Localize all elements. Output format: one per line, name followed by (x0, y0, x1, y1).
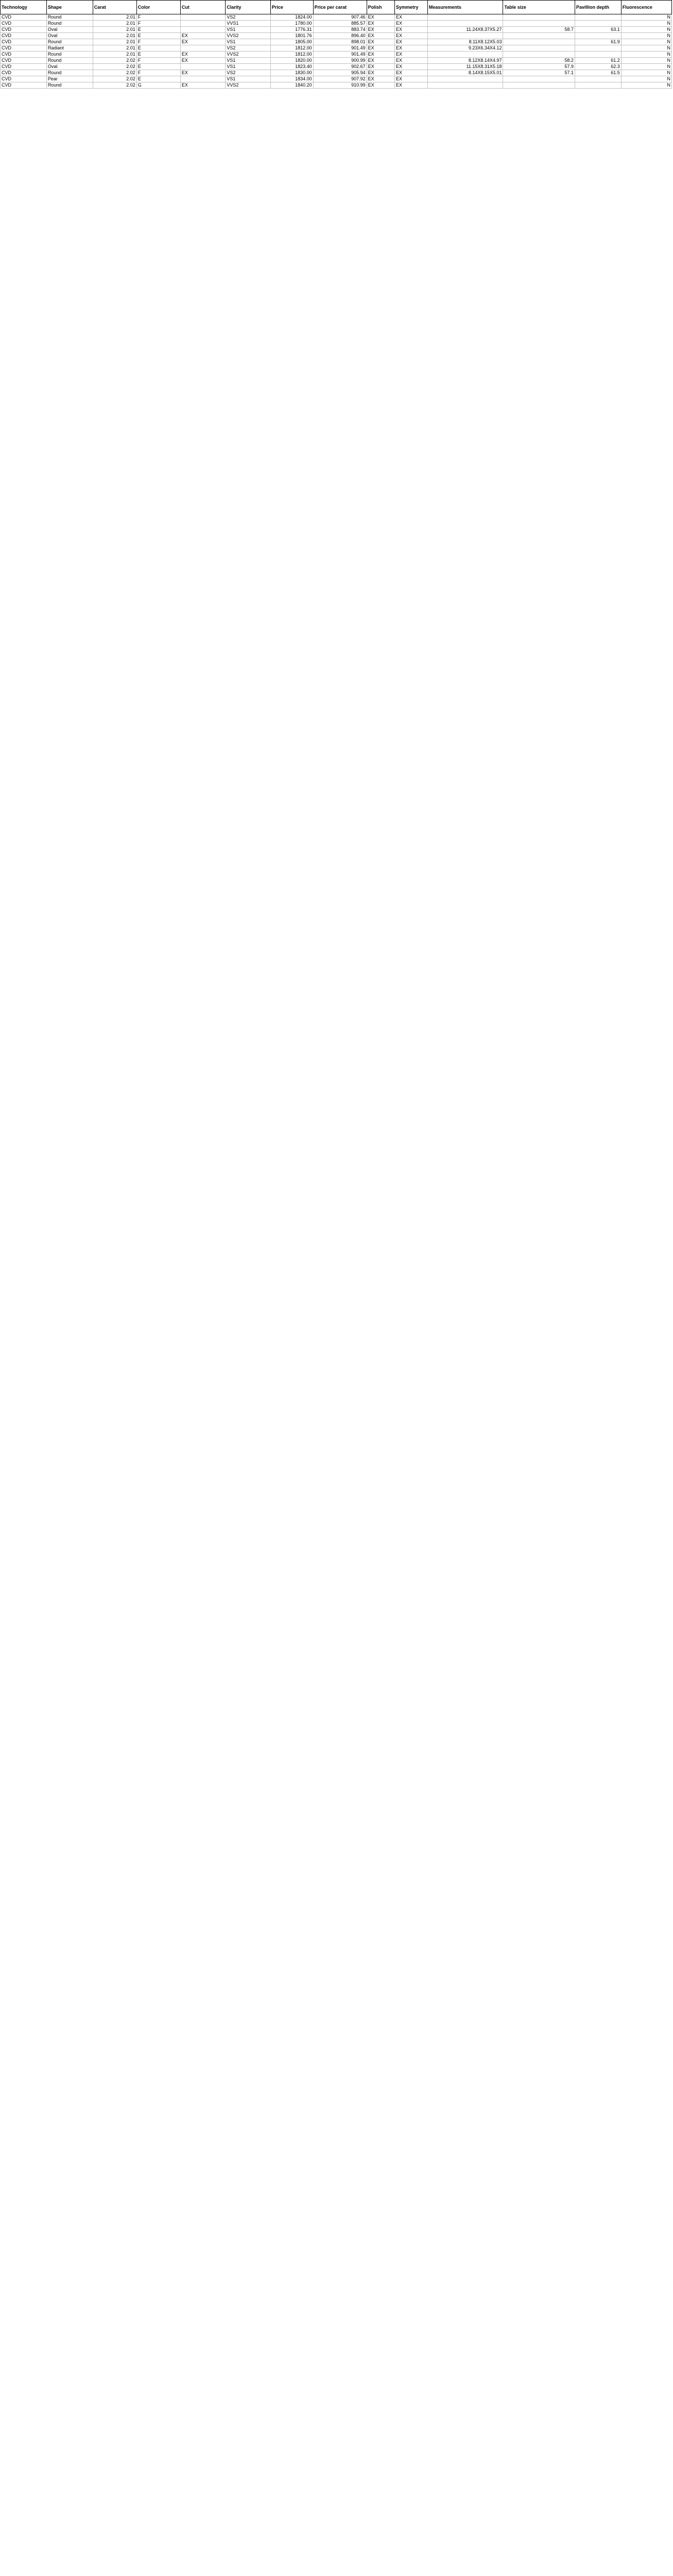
cell-clarity[interactable]: VVS1 (226, 21, 270, 27)
cell-price-per-carat[interactable]: 898.01 (313, 39, 367, 45)
cell-clarity[interactable]: VVS2 (226, 82, 270, 89)
cell-technology[interactable]: CVD (1, 39, 47, 45)
cell-cut[interactable]: EX (180, 33, 225, 39)
cell-symmetry[interactable]: EX (395, 45, 428, 52)
table-row[interactable] (1, 76, 672, 82)
cell-fluorescence[interactable]: N (621, 76, 671, 82)
cell-cut[interactable]: EX (180, 39, 225, 45)
cell-price[interactable]: 1830.00 (270, 70, 313, 76)
cell-price[interactable]: 1823.40 (270, 64, 313, 70)
cell-technology[interactable]: CVD (1, 64, 47, 70)
cell-price[interactable]: 1834.00 (270, 76, 313, 82)
cell-clarity[interactable]: VS1 (226, 27, 270, 33)
cell-technology[interactable]: CVD (1, 45, 47, 52)
cell-pavillion-depth[interactable]: 63.1 (575, 27, 621, 33)
cell-table-size[interactable]: 58.2 (503, 58, 575, 64)
cell-cut[interactable] (180, 64, 225, 70)
cell-measurements[interactable]: 8.11X8.12X5.03 (427, 39, 503, 45)
cell-polish[interactable]: EX (367, 21, 394, 27)
cell-polish[interactable]: EX (367, 52, 394, 58)
cell-shape[interactable]: Round (46, 39, 93, 45)
cell-fluorescence[interactable]: N (621, 45, 671, 52)
cell-price-per-carat[interactable]: 905.94 (313, 70, 367, 76)
cell-color[interactable]: F (136, 58, 180, 64)
cell-price[interactable]: 1840.20 (270, 82, 313, 89)
cell-color[interactable]: E (136, 45, 180, 52)
cell-shape[interactable]: Round (46, 52, 93, 58)
cell-table-size[interactable] (503, 39, 575, 45)
table-row[interactable] (1, 14, 672, 21)
cell-symmetry[interactable]: EX (395, 52, 428, 58)
cell-price-per-carat[interactable]: 907.92 (313, 76, 367, 82)
cell-technology[interactable]: CVD (1, 14, 47, 21)
cell-measurements[interactable]: 8.14X8.15X5.01 (427, 70, 503, 76)
cell-measurements[interactable] (427, 82, 503, 89)
cell-table-size[interactable] (503, 76, 575, 82)
cell-clarity[interactable]: VS2 (226, 45, 270, 52)
cell-pavillion-depth[interactable] (575, 33, 621, 39)
header-technology[interactable]: Technology (1, 1, 47, 14)
cell-fluorescence[interactable]: N (621, 64, 671, 70)
cell-cut[interactable] (180, 76, 225, 82)
table-body (1, 14, 672, 89)
header-symmetry[interactable]: Symmetry (395, 1, 428, 14)
cell-table-size[interactable] (503, 52, 575, 58)
cell-symmetry[interactable]: EX (395, 58, 428, 64)
cell-color[interactable]: G (136, 82, 180, 89)
cell-carat[interactable]: 2.02 (93, 58, 136, 64)
header-table-size[interactable]: Table size (503, 1, 575, 14)
cell-measurements[interactable] (427, 33, 503, 39)
cell-cut[interactable] (180, 21, 225, 27)
cell-fluorescence[interactable]: N (621, 82, 671, 89)
cell-fluorescence[interactable]: N (621, 33, 671, 39)
cell-measurements[interactable] (427, 76, 503, 82)
cell-color[interactable]: E (136, 76, 180, 82)
cell-color[interactable]: E (136, 27, 180, 33)
cell-measurements[interactable] (427, 52, 503, 58)
cell-price-per-carat[interactable]: 902.67 (313, 64, 367, 70)
header-fluorescence[interactable]: Fluorescence (621, 1, 671, 14)
cell-pavillion-depth[interactable] (575, 14, 621, 21)
cell-technology[interactable]: CVD (1, 21, 47, 27)
cell-table-size[interactable] (503, 14, 575, 21)
cell-clarity[interactable]: VS2 (226, 14, 270, 21)
cell-cut[interactable]: EX (180, 52, 225, 58)
cell-price[interactable]: 1780.00 (270, 21, 313, 27)
cell-symmetry[interactable]: EX (395, 14, 428, 21)
cell-pavillion-depth[interactable]: 61.2 (575, 58, 621, 64)
cell-price-per-carat[interactable]: 896.40 (313, 33, 367, 39)
cell-measurements[interactable] (427, 14, 503, 21)
cell-price[interactable]: 1776.31 (270, 27, 313, 33)
header-carat[interactable]: Carat (93, 1, 136, 14)
cell-carat[interactable]: 2.01 (93, 33, 136, 39)
table-row[interactable] (1, 70, 672, 76)
cell-color[interactable]: E (136, 64, 180, 70)
table-row[interactable] (1, 21, 672, 27)
header-pavillion-depth[interactable]: Pavillion depth (575, 1, 621, 14)
table-row[interactable] (1, 39, 672, 45)
cell-price[interactable]: 1812.00 (270, 52, 313, 58)
cell-symmetry[interactable]: EX (395, 76, 428, 82)
cell-carat[interactable]: 2.01 (93, 45, 136, 52)
cell-polish[interactable]: EX (367, 33, 394, 39)
cell-price[interactable]: 1805.00 (270, 39, 313, 45)
cell-price[interactable]: 1812.00 (270, 45, 313, 52)
cell-symmetry[interactable]: EX (395, 21, 428, 27)
cell-price-per-carat[interactable]: 901.49 (313, 52, 367, 58)
table-row[interactable] (1, 64, 672, 70)
cell-carat[interactable]: 2.01 (93, 52, 136, 58)
cell-color[interactable]: E (136, 52, 180, 58)
cell-price[interactable]: 1824.00 (270, 14, 313, 21)
cell-shape[interactable]: Pear (46, 76, 93, 82)
table-row[interactable] (1, 58, 672, 64)
cell-technology[interactable]: CVD (1, 76, 47, 82)
cell-shape[interactable]: Oval (46, 33, 93, 39)
cell-pavillion-depth[interactable] (575, 82, 621, 89)
cell-fluorescence[interactable]: N (621, 39, 671, 45)
cell-color[interactable]: E (136, 33, 180, 39)
cell-carat[interactable]: 2.02 (93, 70, 136, 76)
cell-pavillion-depth[interactable] (575, 76, 621, 82)
cell-pavillion-depth[interactable]: 62.3 (575, 64, 621, 70)
cell-cut[interactable] (180, 14, 225, 21)
cell-measurements[interactable]: 11.24X8.37X5.27 (427, 27, 503, 33)
header-clarity[interactable]: Clarity (226, 1, 270, 14)
cell-symmetry[interactable]: EX (395, 39, 428, 45)
cell-price[interactable]: 1801.76 (270, 33, 313, 39)
cell-cut[interactable] (180, 27, 225, 33)
cell-price[interactable]: 1820.00 (270, 58, 313, 64)
header-shape[interactable]: Shape (46, 1, 93, 14)
cell-clarity[interactable]: VVS2 (226, 33, 270, 39)
table-row[interactable] (1, 45, 672, 52)
header-polish[interactable]: Polish (367, 1, 394, 14)
cell-measurements[interactable]: 8.12X8.14X4.97 (427, 58, 503, 64)
cell-carat[interactable]: 2.02 (93, 76, 136, 82)
cell-shape[interactable]: Round (46, 82, 93, 89)
table-row[interactable] (1, 27, 672, 33)
cell-shape[interactable]: Round (46, 21, 93, 27)
cell-symmetry[interactable]: EX (395, 33, 428, 39)
cell-cut[interactable]: EX (180, 82, 225, 89)
header-cut[interactable]: Cut (180, 1, 225, 14)
cell-price-per-carat[interactable]: 883.74 (313, 27, 367, 33)
cell-color[interactable]: F (136, 70, 180, 76)
cell-carat[interactable]: 2.01 (93, 27, 136, 33)
cell-color[interactable]: F (136, 21, 180, 27)
cell-pavillion-depth[interactable] (575, 21, 621, 27)
cell-table-size[interactable]: 57.1 (503, 70, 575, 76)
cell-carat[interactable]: 2.02 (93, 82, 136, 89)
cell-pavillion-depth[interactable] (575, 45, 621, 52)
cell-carat[interactable]: 2.01 (93, 39, 136, 45)
cell-price-per-carat[interactable]: 900.99 (313, 58, 367, 64)
cell-carat[interactable]: 2.01 (93, 14, 136, 21)
cell-shape[interactable]: Round (46, 14, 93, 21)
cell-polish[interactable]: EX (367, 27, 394, 33)
cell-clarity[interactable]: VS1 (226, 76, 270, 82)
cell-cut[interactable]: EX (180, 58, 225, 64)
cell-clarity[interactable]: VS1 (226, 58, 270, 64)
cell-technology[interactable]: CVD (1, 27, 47, 33)
cell-measurements[interactable]: 11.15X8.31X5.18 (427, 64, 503, 70)
cell-price-per-carat[interactable]: 901.49 (313, 45, 367, 52)
cell-shape[interactable]: Oval (46, 27, 93, 33)
header-price[interactable]: Price (270, 1, 313, 14)
header-price-per-carat[interactable]: Price per carat (313, 1, 367, 14)
cell-pavillion-depth[interactable]: 61.5 (575, 70, 621, 76)
cell-price-per-carat[interactable]: 907.46 (313, 14, 367, 21)
cell-symmetry[interactable]: EX (395, 70, 428, 76)
cell-cut[interactable]: EX (180, 70, 225, 76)
cell-technology[interactable]: CVD (1, 52, 47, 58)
cell-measurements[interactable] (427, 21, 503, 27)
cell-table-size[interactable]: 58.7 (503, 27, 575, 33)
cell-polish[interactable]: EX (367, 76, 394, 82)
cell-polish[interactable]: EX (367, 82, 394, 89)
cell-polish[interactable]: EX (367, 14, 394, 21)
cell-fluorescence[interactable]: N (621, 27, 671, 33)
cell-measurements[interactable]: 9.23X6.34X4.12 (427, 45, 503, 52)
cell-symmetry[interactable]: EX (395, 27, 428, 33)
cell-technology[interactable]: CVD (1, 33, 47, 39)
header-row (1, 1, 672, 14)
cell-clarity[interactable]: VS1 (226, 64, 270, 70)
table-row[interactable] (1, 82, 672, 89)
cell-clarity[interactable]: VS1 (226, 39, 270, 45)
cell-clarity[interactable]: VS2 (226, 70, 270, 76)
cell-clarity[interactable]: VVS2 (226, 52, 270, 58)
cell-cut[interactable] (180, 45, 225, 52)
cell-shape[interactable]: Oval (46, 64, 93, 70)
cell-table-size[interactable] (503, 82, 575, 89)
cell-table-size[interactable]: 57.9 (503, 64, 575, 70)
cell-carat[interactable]: 2.02 (93, 64, 136, 70)
cell-shape[interactable]: Round (46, 70, 93, 76)
cell-technology[interactable]: CVD (1, 58, 47, 64)
cell-fluorescence[interactable]: N (621, 52, 671, 58)
cell-technology[interactable]: CVD (1, 82, 47, 89)
cell-polish[interactable]: EX (367, 58, 394, 64)
diamond-inventory-table (0, 0, 672, 89)
cell-price-per-carat[interactable]: 910.99 (313, 82, 367, 89)
header-color[interactable]: Color (136, 1, 180, 14)
cell-table-size[interactable] (503, 33, 575, 39)
cell-fluorescence[interactable]: N (621, 21, 671, 27)
table-row[interactable] (1, 33, 672, 39)
cell-polish[interactable]: EX (367, 70, 394, 76)
cell-symmetry[interactable]: EX (395, 64, 428, 70)
cell-polish[interactable]: EX (367, 39, 394, 45)
cell-symmetry[interactable]: EX (395, 82, 428, 89)
table-row[interactable] (1, 52, 672, 58)
cell-price-per-carat[interactable]: 885.57 (313, 21, 367, 27)
cell-fluorescence[interactable]: N (621, 14, 671, 21)
cell-polish[interactable]: EX (367, 45, 394, 52)
cell-table-size[interactable] (503, 45, 575, 52)
cell-fluorescence[interactable]: N (621, 58, 671, 64)
cell-color[interactable]: F (136, 14, 180, 21)
cell-table-size[interactable] (503, 21, 575, 27)
cell-shape[interactable]: Round (46, 58, 93, 64)
cell-pavillion-depth[interactable]: 61.9 (575, 39, 621, 45)
cell-technology[interactable]: CVD (1, 70, 47, 76)
cell-polish[interactable]: EX (367, 64, 394, 70)
cell-fluorescence[interactable]: N (621, 70, 671, 76)
cell-pavillion-depth[interactable] (575, 52, 621, 58)
header-measurements[interactable]: Measurements (427, 1, 503, 14)
cell-color[interactable]: F (136, 39, 180, 45)
cell-carat[interactable]: 2.01 (93, 21, 136, 27)
cell-shape[interactable]: Radiant (46, 45, 93, 52)
